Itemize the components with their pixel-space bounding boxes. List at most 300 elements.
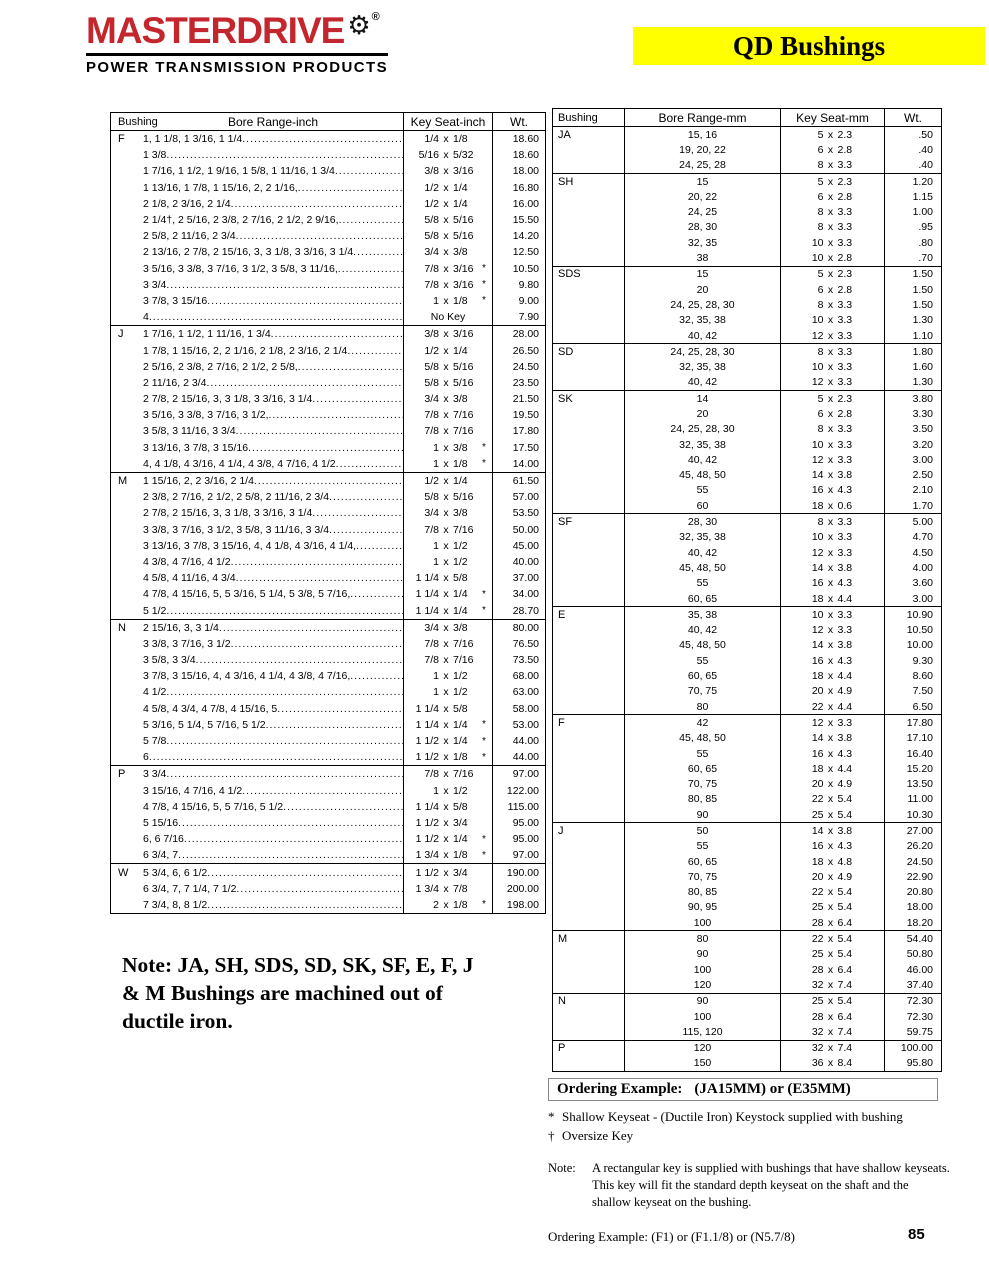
keyseat-x: x — [443, 149, 449, 162]
table-row — [111, 440, 545, 456]
weight-value: 9.00 — [518, 294, 539, 307]
keyseat-cell — [781, 699, 885, 714]
bore-range-cell — [141, 751, 403, 763]
keyseat-depth: 2.3 — [837, 392, 853, 405]
keyseat-depth: 1/2 — [453, 784, 468, 797]
table-row — [553, 699, 941, 714]
keyseat-depth: 1/8 — [453, 849, 468, 862]
keyseat-value: No Key — [430, 311, 466, 324]
bore-range-value: 55 — [625, 653, 781, 668]
weight-value: .50 — [918, 128, 933, 141]
footnote-oversize-key-text: Oversize Key — [562, 1127, 634, 1143]
keyseat-cell — [781, 638, 885, 653]
bore-range-value: 24, 25, 28 — [625, 158, 781, 173]
table-row — [111, 277, 545, 293]
keyseat-width: 25 — [811, 995, 824, 1008]
bushing-label — [553, 422, 625, 437]
table-row — [553, 962, 941, 977]
bore-range-value: 4, 4 1/8, 4 3/16, 4 1/4, 4 3/8, 4 7/16, 4 1/2 — [143, 457, 336, 470]
table-row — [111, 342, 545, 358]
keyseat-depth: 3.3 — [837, 159, 853, 172]
weight-value: 24.50 — [512, 360, 539, 373]
bushing-label: M — [118, 475, 128, 488]
keyseat-cell — [403, 652, 493, 668]
keyseat-x: x — [827, 716, 834, 729]
bore-range-value: 4 5/8, 4 11/16, 4 3/4 — [143, 572, 236, 585]
keyseat-width: 1 — [433, 539, 439, 552]
keyseat-cell — [403, 799, 493, 815]
keyseat-width: 1 — [433, 555, 439, 568]
keyseat-width: 3/4 — [424, 246, 439, 259]
table-row — [553, 359, 941, 374]
bore-range-cell — [141, 507, 403, 519]
bushing-group-J — [553, 822, 941, 930]
weight-value: 15.20 — [906, 762, 933, 775]
keyseat-width: 5/8 — [424, 376, 439, 389]
keyseat-width: 1/2 — [424, 344, 439, 357]
keyseat-depth: 5/8 — [453, 702, 468, 715]
weight-value: 14.20 — [512, 230, 539, 243]
weight-value: 14.00 — [512, 457, 539, 470]
keyseat-cell — [403, 602, 493, 618]
keyseat-x: x — [827, 516, 834, 529]
bore-range-value: 20, 22 — [625, 189, 781, 204]
bushing-group-M — [111, 472, 545, 619]
keyseat-depth: 3/8 — [453, 621, 468, 634]
table-row — [553, 607, 941, 622]
bushing-label — [553, 638, 625, 653]
keyseat-cell — [781, 869, 885, 884]
weight-value: 72.30 — [906, 995, 933, 1008]
table-row — [553, 545, 941, 560]
keyseat-width: 1 1/2 — [415, 751, 439, 764]
bushing-label — [553, 297, 625, 312]
keyseat-depth: 5.4 — [837, 995, 853, 1008]
bore-range-value: 90, 95 — [625, 900, 781, 915]
keyseat-cell — [781, 746, 885, 761]
keyseat-width: 1 — [433, 457, 439, 470]
ductile-iron-note: Note: JA, SH, SDS, SD, SK, SF, E, F, J & M Bushings are machined out of ductile iron. — [122, 953, 474, 1033]
bore-range-cell — [141, 345, 403, 357]
bushing-label — [553, 947, 625, 962]
table-row — [111, 766, 545, 782]
keyseat-depth: 3.3 — [837, 221, 853, 234]
weight-value: 11.00 — [907, 793, 933, 806]
weight-value: 3.00 — [912, 453, 933, 466]
keyseat-x: x — [827, 654, 834, 667]
keyseat-x: x — [827, 685, 834, 698]
keyseat-width: 12 — [811, 329, 824, 342]
dot-leader — [166, 768, 403, 780]
bore-range-cell — [141, 605, 403, 617]
dot-leader — [236, 883, 403, 895]
mm-bushing-table — [552, 108, 942, 1072]
keyseat-width: 1/4 — [424, 133, 439, 146]
bushing-label — [553, 359, 625, 374]
keyseat-depth: 1/4 — [453, 833, 468, 846]
dot-leader — [236, 572, 403, 584]
table-row — [553, 731, 941, 746]
dot-leader — [166, 279, 403, 291]
keyseat-width: 28 — [811, 963, 824, 976]
keyseat-width: 3/4 — [424, 507, 439, 520]
keyseat-cell — [403, 538, 493, 554]
bore-range-cell — [141, 785, 403, 797]
bore-range-cell — [141, 622, 403, 634]
keyseat-cell — [403, 261, 493, 277]
bore-range-value: 120 — [625, 1041, 781, 1056]
dot-leader — [231, 556, 403, 568]
keyseat-x: x — [443, 425, 449, 438]
table-row — [553, 668, 941, 683]
keyseat-cell — [403, 554, 493, 570]
table-row — [111, 359, 545, 375]
keyseat-width: 22 — [811, 793, 824, 806]
bushing-label — [553, 854, 625, 869]
keyseat-width: 5/8 — [424, 360, 439, 373]
keyseat-depth: 5/32 — [453, 149, 474, 162]
bore-range-cell — [141, 263, 403, 275]
keyseat-x: x — [827, 624, 834, 637]
bushing-label: JA — [553, 127, 625, 142]
bore-range-cell — [141, 638, 403, 650]
table-row — [111, 684, 545, 700]
keyseat-width: 5/8 — [424, 491, 439, 504]
bore-range-value: 80 — [625, 931, 781, 946]
table-row — [111, 831, 545, 847]
keyseat-cell — [403, 407, 493, 423]
bore-range-value: 60, 65 — [625, 668, 781, 683]
keyseat-x: x — [443, 654, 449, 667]
keyseat-cell — [781, 328, 885, 343]
bushing-label — [553, 807, 625, 822]
table-row — [111, 783, 545, 799]
keyseat-width: 22 — [811, 933, 824, 946]
bore-range-cell — [141, 295, 403, 307]
keyseat-x: x — [443, 784, 449, 797]
keyseat-cell — [403, 847, 493, 863]
column-header-bore: Bore Range-inch — [227, 114, 319, 129]
bore-range-cell — [141, 442, 403, 454]
bore-range-value: 115, 120 — [625, 1024, 781, 1039]
keyseat-width: 5 — [817, 128, 824, 141]
bore-range-value: 4 3/8, 4 7/16, 4 1/2 — [143, 555, 231, 568]
keyseat-x: x — [827, 159, 834, 172]
keyseat-depth: 4.4 — [837, 762, 853, 775]
dot-leader — [312, 393, 403, 405]
weight-value: 3.50 — [912, 423, 933, 436]
keyseat-width: 1 1/4 — [415, 702, 439, 715]
keyseat-x: x — [827, 268, 834, 281]
keyseat-depth: 1/4 — [453, 588, 468, 601]
keyseat-width: 32 — [811, 1025, 824, 1038]
keyseat-cell — [781, 684, 885, 699]
keyseat-x: x — [443, 751, 449, 764]
keyseat-x: x — [827, 561, 834, 574]
bushing-label — [553, 483, 625, 498]
bore-range-value: 3 3/8, 3 7/16, 3 1/2, 3 5/8, 3 11/16, 3 3/4 — [143, 523, 330, 536]
dagger-marker: † — [548, 1127, 555, 1143]
table-row — [553, 127, 941, 142]
bushing-label: E — [553, 607, 625, 622]
bore-range-value: 15 — [625, 267, 781, 282]
keyseat-cell — [403, 342, 493, 358]
keyseat-width: 1 — [433, 686, 439, 699]
keyseat-width: 5/16 — [418, 149, 439, 162]
keyseat-cell — [403, 326, 493, 342]
keyseat-x: x — [443, 670, 449, 683]
keyseat-width: 14 — [811, 639, 824, 652]
keyseat-depth: 1/8 — [453, 457, 468, 470]
keyseat-cell — [781, 1009, 885, 1024]
bore-range-value: 3 15/16, 4 7/16, 4 1/2 — [143, 784, 243, 797]
weight-value: 97.00 — [512, 768, 539, 781]
weight-value: 7.90 — [518, 311, 539, 324]
bore-range-value: 40, 42 — [625, 328, 781, 343]
keyseat-width: 10 — [811, 361, 824, 374]
table-row — [111, 602, 545, 618]
keyseat-width: 28 — [811, 916, 824, 929]
keyseat-cell — [403, 815, 493, 831]
keyseat-x: x — [443, 555, 449, 568]
table-row — [111, 326, 545, 342]
weight-value: 18.60 — [512, 133, 539, 146]
bore-range-value: 6 — [143, 751, 149, 764]
logo-top-row — [86, 12, 388, 49]
bore-range-value: 4 7/8, 4 15/16, 5, 5 3/16, 5 1/4, 5 3/8, 5 7/16, — [143, 588, 351, 601]
keyseat-cell — [781, 591, 885, 606]
keyseat-depth: 3.3 — [837, 438, 853, 451]
keyseat-x: x — [827, 175, 834, 188]
qd-bushings-banner — [633, 27, 985, 65]
keyseat-depth: 4.4 — [837, 670, 853, 683]
bushing-label — [553, 498, 625, 513]
keyseat-x: x — [827, 546, 834, 559]
weight-value: 17.80 — [906, 716, 933, 729]
keyseat-x: x — [443, 457, 449, 470]
keyseat-cell — [781, 406, 885, 421]
weight-value: 100.00 — [900, 1042, 933, 1055]
bore-range-value: 3 5/16, 3 3/8, 3 7/16, 3 1/2, 3 5/8, 3 11/16, — [143, 262, 338, 275]
keyseat-x: x — [443, 637, 449, 650]
table-row — [111, 131, 545, 147]
bore-range-value: 32, 35 — [625, 235, 781, 250]
bore-range-cell — [141, 214, 403, 226]
bore-range-cell — [141, 849, 403, 861]
keyseat-x: x — [827, 840, 834, 853]
keyseat-cell — [781, 189, 885, 204]
weight-value: 10.90 — [906, 608, 933, 621]
keyseat-depth: 1/4 — [453, 604, 468, 617]
bore-range-value: 5 3/16, 5 1/4, 5 7/16, 5 1/2 — [143, 718, 266, 731]
bore-range-cell — [141, 703, 403, 715]
table-row — [553, 807, 941, 822]
bore-range-cell — [141, 540, 403, 552]
bushing-group-F — [111, 131, 545, 325]
bore-range-value: 2 15/16, 3, 3 1/4 — [143, 621, 219, 634]
bore-range-cell — [141, 801, 403, 813]
weight-value: 2.10 — [912, 484, 933, 497]
keyseat-x: x — [443, 197, 449, 210]
table-row — [553, 576, 941, 591]
weight-value: 1.20 — [912, 175, 933, 188]
table-row — [111, 897, 545, 913]
dot-leader — [196, 654, 403, 666]
keyseat-cell — [781, 962, 885, 977]
dot-leader — [206, 377, 403, 389]
keyseat-depth: 3.3 — [837, 376, 853, 389]
table-row — [553, 514, 941, 529]
keyseat-x: x — [443, 475, 449, 488]
keyseat-x: x — [827, 128, 834, 141]
keyseat-width: 16 — [811, 577, 824, 590]
table-row — [111, 407, 545, 423]
table-row — [553, 623, 941, 638]
weight-value: 26.50 — [512, 344, 539, 357]
bore-range-value: 24, 25 — [625, 204, 781, 219]
column-header-key: Key Seat-mm — [781, 109, 885, 126]
bushing-label — [553, 623, 625, 638]
table-row — [553, 591, 941, 606]
keyseat-x: x — [443, 165, 449, 178]
table-row — [553, 297, 941, 312]
bushing-label: P — [553, 1041, 625, 1056]
keyseat-cell — [403, 701, 493, 717]
keyseat-cell — [403, 440, 493, 456]
bushing-label — [553, 235, 625, 250]
bushing-label: F — [118, 133, 125, 146]
table-row — [553, 422, 941, 437]
bore-range-value: 50 — [625, 823, 781, 838]
keyseat-depth: 3/4 — [453, 866, 468, 879]
keyseat-depth: 6.4 — [837, 1010, 853, 1023]
table-row — [553, 189, 941, 204]
table-row — [553, 931, 941, 946]
keyseat-width: 10 — [811, 438, 824, 451]
bore-range-cell — [141, 361, 403, 373]
weight-value: 8.60 — [912, 670, 933, 683]
weight-value: 95.80 — [906, 1057, 933, 1070]
dot-leader — [338, 263, 403, 275]
keyseat-cell — [781, 792, 885, 807]
keyseat-depth: 3.3 — [837, 531, 853, 544]
weight-value: 1.50 — [912, 268, 933, 281]
keyseat-x: x — [827, 329, 834, 342]
keyseat-cell — [403, 391, 493, 407]
dot-leader — [312, 507, 403, 519]
keyseat-width: 1 1/4 — [415, 718, 439, 731]
bushing-label: W — [118, 866, 129, 879]
bore-range-value: 24, 25, 28, 30 — [625, 344, 781, 359]
bore-range-value: 2 7/8, 2 15/16, 3, 3 1/8, 3 3/16, 3 1/4 — [143, 393, 313, 406]
keyseat-width: 14 — [811, 469, 824, 482]
keyseat-x: x — [827, 808, 834, 821]
keyseat-depth: 3/8 — [453, 393, 468, 406]
dot-leader — [178, 817, 403, 829]
keyseat-cell — [781, 267, 885, 282]
bore-range-cell — [141, 230, 403, 242]
keyseat-depth: 2.8 — [837, 407, 853, 420]
keyseat-cell — [781, 452, 885, 467]
table-row — [553, 483, 941, 498]
shallow-keyseat-marker: * — [482, 833, 486, 845]
weight-value: 15.50 — [512, 214, 539, 227]
keyseat-cell — [403, 749, 493, 765]
shallow-keyseat-marker: * — [482, 279, 486, 291]
dot-leader — [350, 588, 403, 600]
dot-leader — [149, 311, 403, 323]
keyseat-x: x — [443, 491, 449, 504]
bore-range-cell — [141, 328, 403, 340]
keyseat-width: 8 — [817, 423, 824, 436]
keyseat-width: 8 — [817, 159, 824, 172]
bushing-label — [553, 142, 625, 157]
keyseat-width: 1 — [433, 441, 439, 454]
table-row — [553, 715, 941, 730]
bushing-label: SDS — [553, 267, 625, 282]
bore-range-value: 4 5/8, 4 3/4, 4 7/8, 4 15/16, 5 — [143, 702, 278, 715]
dot-leader — [298, 361, 403, 373]
weight-value: 3.20 — [912, 438, 933, 451]
dot-leader — [329, 524, 403, 536]
footnote-shallow-keyseat-text: Shallow Keyseat - (Ductile Iron) Keystock supplied with bushing — [562, 1109, 903, 1124]
bushing-label — [553, 900, 625, 915]
ordering-example-inch: Ordering Example: (F1) or (F1.1/8) or (N5.7/8) — [548, 1228, 795, 1244]
bushing-group-J — [111, 325, 545, 472]
shallow-keyseat-marker: * — [482, 719, 486, 731]
weight-value: 24.50 — [906, 855, 933, 868]
bushing-label — [553, 869, 625, 884]
ordering-example-mm — [548, 1078, 938, 1101]
dot-leader — [335, 165, 403, 177]
table-row — [553, 142, 941, 157]
weight-value: 53.50 — [512, 507, 539, 520]
keyseat-x: x — [827, 392, 834, 405]
table-row — [111, 864, 545, 880]
keyseat-width: 10 — [811, 608, 824, 621]
keyseat-depth: 2.8 — [837, 190, 853, 203]
bore-range-value: 24, 25, 28, 30 — [625, 297, 781, 312]
keyseat-width: 12 — [811, 546, 824, 559]
dot-leader — [347, 345, 403, 357]
rectangular-key-note — [548, 1160, 950, 1211]
keyseat-cell — [781, 282, 885, 297]
weight-value: 26.20 — [906, 840, 933, 853]
keyseat-x: x — [443, 409, 449, 422]
keyseat-width: 8 — [817, 516, 824, 529]
keyseat-cell — [403, 212, 493, 228]
keyseat-cell — [403, 684, 493, 700]
keyseat-depth: 3.3 — [837, 608, 853, 621]
keyseat-depth: 4.3 — [837, 840, 853, 853]
weight-value: 18.00 — [512, 165, 539, 178]
keyseat-width: 6 — [817, 283, 824, 296]
dot-leader — [207, 295, 403, 307]
bore-range-value: 28, 30 — [625, 514, 781, 529]
weight-value: 21.50 — [512, 393, 539, 406]
keyseat-depth: 3/16 — [453, 262, 474, 275]
keyseat-depth: 1/4 — [453, 197, 468, 210]
table-row — [553, 250, 941, 265]
keyseat-width: 7/8 — [424, 523, 439, 536]
table-row — [111, 652, 545, 668]
bore-range-value: 80, 85 — [625, 885, 781, 900]
keyseat-cell — [781, 807, 885, 822]
bushing-label — [553, 560, 625, 575]
bushing-group-P — [553, 1040, 941, 1072]
bore-range-cell — [141, 198, 403, 210]
keyseat-cell — [781, 885, 885, 900]
